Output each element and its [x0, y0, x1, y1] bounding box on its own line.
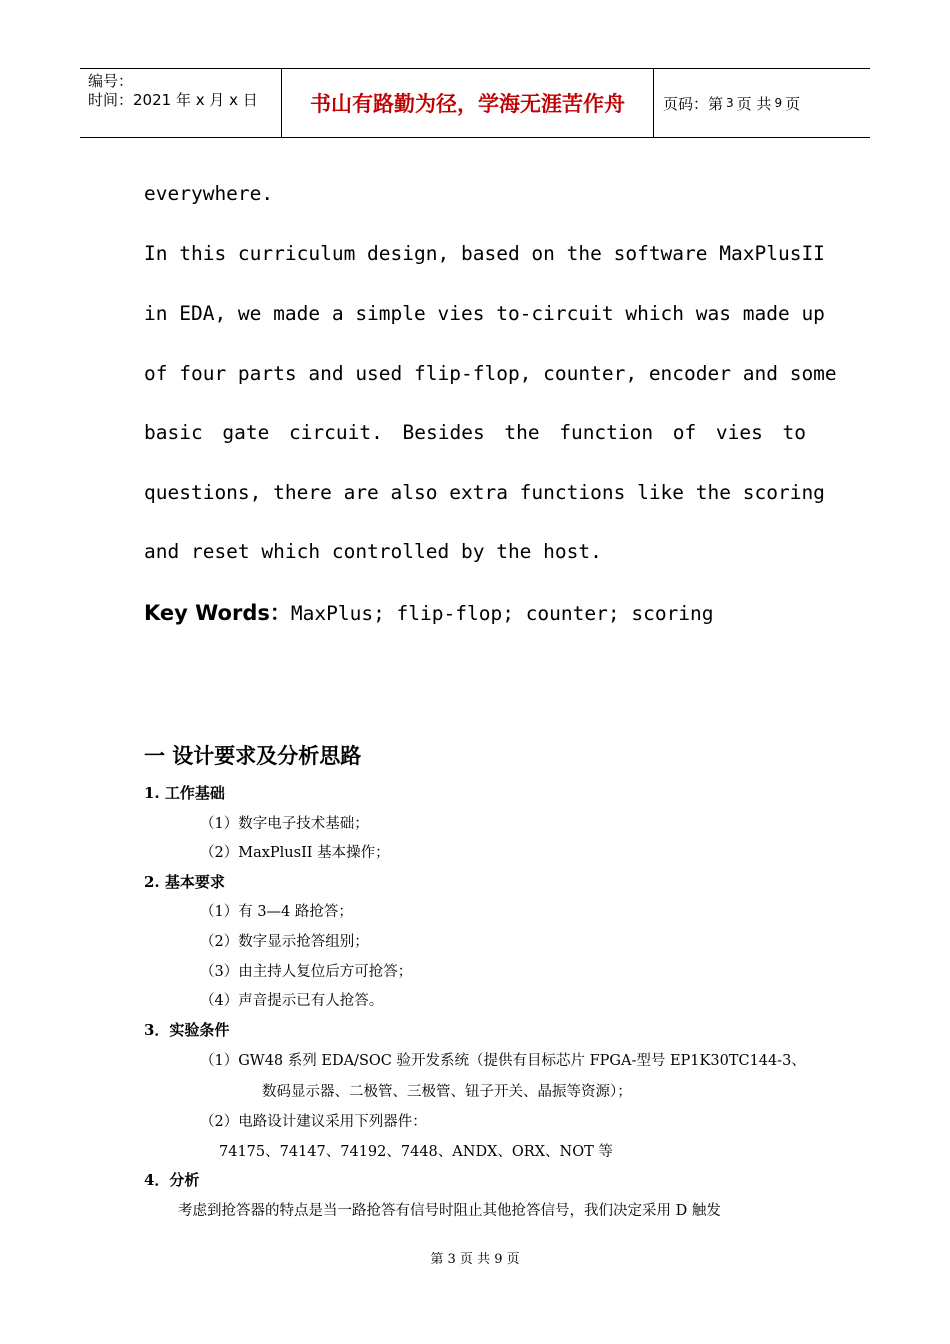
page-suffix: 页 — [785, 94, 801, 113]
subsection-title: 2. 基本要求 — [144, 873, 225, 891]
header-motto: 书山有路勤为径，学海无涯苦作舟 — [282, 69, 654, 137]
subsection-title: 1. 工作基础 — [144, 784, 225, 802]
list-item: （2）MaxPlusII 基本操作； — [200, 845, 390, 861]
abstract-line: and reset which controlled by the host. — [144, 540, 602, 563]
page-footer: 第 3 页 共 9 页 — [430, 1252, 520, 1267]
abstract-line: In this curriculum design, based on the software MaxPlusII — [144, 242, 825, 265]
subsection-title: 4．分析 — [144, 1171, 200, 1189]
abstract-line: questions, there are also extra functions like the scoring — [144, 481, 825, 504]
page-total: 9 — [774, 96, 783, 110]
list-item: （2）电路设计建议采用下列器件： — [200, 1114, 427, 1130]
list-item: （3）由主持人复位后方可抢答； — [200, 964, 413, 980]
document-time: 时间：2021 年 x 月 x 日 — [88, 91, 258, 109]
list-item: （1）数字电子技术基础； — [200, 816, 369, 832]
abstract-line: everywhere. — [144, 182, 274, 205]
abstract-line: basic gate circuit. Besides the function of vies to — [144, 421, 806, 444]
page-current: 3 — [726, 96, 734, 110]
list-item: 考虑到抢答器的特点是当一路抢答有信号时阻止其他抢答信号，我们决定采用 D 触发 — [178, 1203, 721, 1219]
list-item: （2）数字显示抢答组别； — [200, 934, 369, 950]
section-heading: 一 设计要求及分析思路 — [144, 744, 362, 768]
keywords-label: Key Words： — [144, 601, 291, 625]
page-header — [80, 68, 870, 138]
list-item: 74175、74147、74192、7448、ANDX、ORX、NOT 等 — [219, 1144, 613, 1160]
keywords-value: MaxPlus; flip-flop; counter; scoring — [290, 602, 714, 625]
keywords — [144, 597, 714, 627]
subsection-title: 3．实验条件 — [144, 1021, 230, 1039]
abstract-line: in EDA, we made a simple vies to-circuit which was made up — [144, 302, 825, 325]
list-item: （1）有 3—4 路抢答； — [200, 904, 353, 920]
header-meta — [80, 69, 282, 137]
list-item: （4）声音提示已有人抢答。 — [200, 993, 384, 1009]
list-item: （1）GW48 系列 EDA/SOC 验开发系统（提供有目标芯片 FPGA-型号 EP1K30TC144-3、 — [200, 1053, 806, 1069]
page-mid: 页 共 — [736, 94, 772, 113]
page-prefix: 页码：第 — [663, 94, 724, 113]
list-item: 数码显示器、二极管、三极管、钮子开关、晶振等资源）； — [262, 1084, 632, 1100]
abstract-line: of four parts and used flip-flop, counter, encoder and some — [144, 362, 837, 385]
header-page-number — [654, 69, 870, 137]
document-number: 编号： — [88, 72, 134, 90]
